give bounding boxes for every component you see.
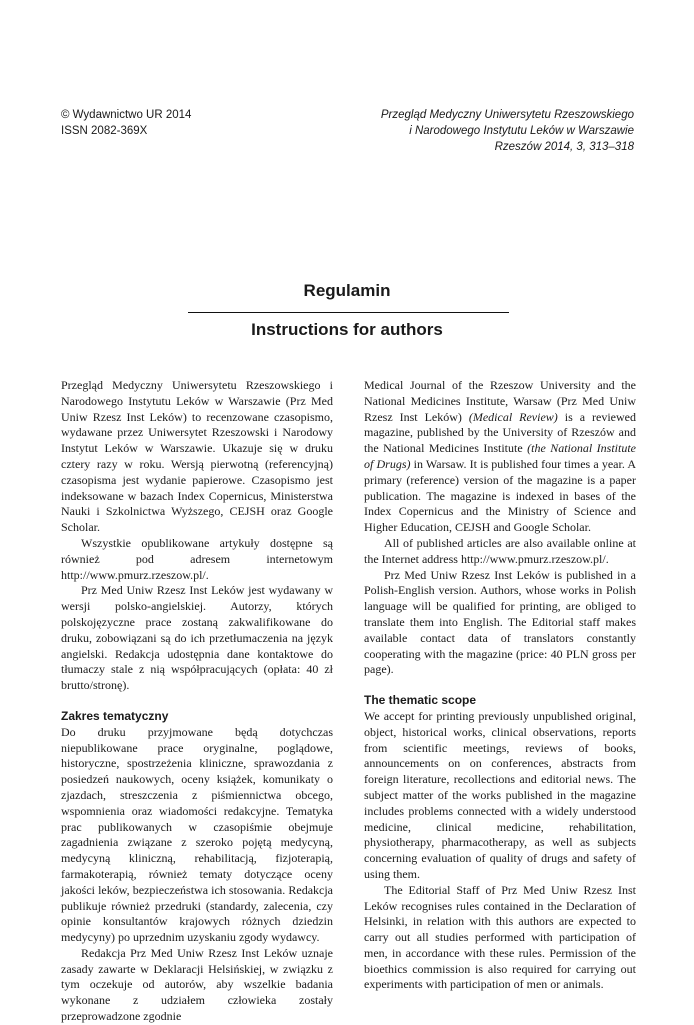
page-header-right xyxy=(381,107,634,155)
polish-column xyxy=(61,378,333,1025)
paragraph: All of published articles are also available online at the Internet address http://www.pmurz.rzeszow.pl/. xyxy=(364,535,636,566)
paragraph: We accept for printing previously unpublished original, object, historical works, clinical observations, reports from scientific meetings, reviews of books, announcements on on conferences, abstracts from foreign literature, recollections and editorial news. The subject matter of the works published in the magazine includes problems connected with a widely understood medicine, clinical medicine, rehabilitation, physiotherapy, pharmacotherapy, as well as subjects concerning evaluation of quality of drugs and safety of using them. xyxy=(364,708,636,881)
section-heading: Zakres tematyczny xyxy=(61,708,169,723)
citation: Rzeszów 2014, 3, 313–318 xyxy=(494,141,634,153)
title-divider xyxy=(188,312,509,313)
journal-name-line2: i Narodowego Instytutu Leków w Warszawie xyxy=(409,125,634,137)
english-column xyxy=(364,378,636,993)
paragraph: Do druku przyjmowane będą dotychczas niepublikowane prace oryginalne, poglądowe, historyczne, spostrzeżenia kliniczne, sprawozdania z posiedzeń naukowych, oceny książek, komunikaty o zjazdach, streszczenia z piśmiennictwa obcego, wspomnienia oraz wiadomości redakcyjne. Tematyka prac publikowanych w czasopiśmie obejmuje zagadnienia związane z szeroko pojętą medycyną, medycyną kliniczną, rehabilitacją, fizjoterapią, farmakoterapią, również tematy dotyczące oceny jakości leków, bezpieczeństwa ich stosowania. Redakcja publikuje również przedruki (standardy, zalecenia, czy opinie konsultantów krajowych różnych dziedzin medycyny) po uprzednim uzyskaniu zgody wydawcy. xyxy=(61,724,333,945)
paragraph: Redakcja Prz Med Uniw Rzesz Inst Leków uznaje zasady zawarte w Deklaracji Helsińskiej, w związku z tym oczekuje od autorów, aby wszelkie badania wykonane z udziałem człowieka zostały przeprowadzone zgodnie xyxy=(61,945,333,1024)
text-run: is a reviewed magazine, published by the University of Rzeszów and the National Medicines Institute xyxy=(364,409,636,456)
section-heading: The thematic scope xyxy=(364,693,477,708)
italic-text: (the National Institute of Drugs) xyxy=(364,441,637,471)
publisher-copyright: © Wydawnictwo UR 2014 xyxy=(61,109,192,121)
paragraph: Prz Med Uniw Rzesz Inst Leków jest wydawany w wersji polsko-angielskiej. Autorzy, których polskojęzyczne prace zostaną zakwalifikowane do druku, zobowiązani są do ich przetłumaczenia na język angielski. Redakcja udostępnia dane kontaktowe do tłumaczy stale z nią współpracujących (opłata: 40 zł brutto/stronę). xyxy=(61,583,333,693)
paragraph: Wszystkie opublikowane artykuły dostępne są również pod adresem internetowym http://www.pmurz.rzeszow.pl/. xyxy=(61,535,333,582)
issn: ISSN 2082-369X xyxy=(61,125,148,137)
text-run: in Warsaw. It is published four times a year. A primary (reference) version of the magazine is a paper publication. The magazine is indexed in bases of the Index Copernicus and the Ministry of Science and Higher Education, CEJSH and Google Scholar. xyxy=(364,456,636,535)
title-english: Instructions for authors xyxy=(251,320,443,339)
page-header-left xyxy=(61,107,191,139)
journal-name-line1: Przegląd Medyczny Uniwersytetu Rzeszowskiego xyxy=(380,109,634,121)
italic-text: (Medical Review) xyxy=(468,409,558,424)
paragraph: Prz Med Uniw Rzesz Inst Leków is published in a Polish-English version. Authors, whose works in Polish language will be qualified for printing, are obliged to translate them into English. The Editorial staff makes available contact data of translators constantly cooperating with the magazine (price: 40 PLN gross per page). xyxy=(364,567,636,677)
text-run: Medical Journal of the Rzeszow University and the National Medicines Institute, Warsaw (Prz Med Uniw Rzesz Inst Leków) xyxy=(364,378,636,424)
paragraph: Przegląd Medyczny Uniwersytetu Rzeszowskiego i Narodowego Instytutu Leków w Warszawie (Prz Med Uniw Rzesz Inst Leków) to recenzowane czasopismo, wydawane przez Uniwersytet Rzeszowski i Narodowy Instytut Leków w Warszawie. Ukazuje się w druku cztery razy w roku. Wersją pierwotną (referencyjną) czasopisma jest wydanie papierowe. Czasopismo jest indeksowane w bazach Index Copernicus, Ministerstwa Nauki i Szkolnictwa Wyższego, CEJSH oraz Google Scholar. xyxy=(61,378,333,535)
paragraph xyxy=(364,378,636,536)
title-polish: Regulamin xyxy=(303,281,391,300)
paragraph: The Editorial Staff of Prz Med Uniw Rzesz Inst Leków recognises rules contained in the Declaration of Helsinki, in relation with this authors are expected to carry out all studies performed with participation of men, in accordance with these rules. Permission of the bioethics commission is also required for carrying out experiments with participation of men or animals. xyxy=(364,882,636,992)
